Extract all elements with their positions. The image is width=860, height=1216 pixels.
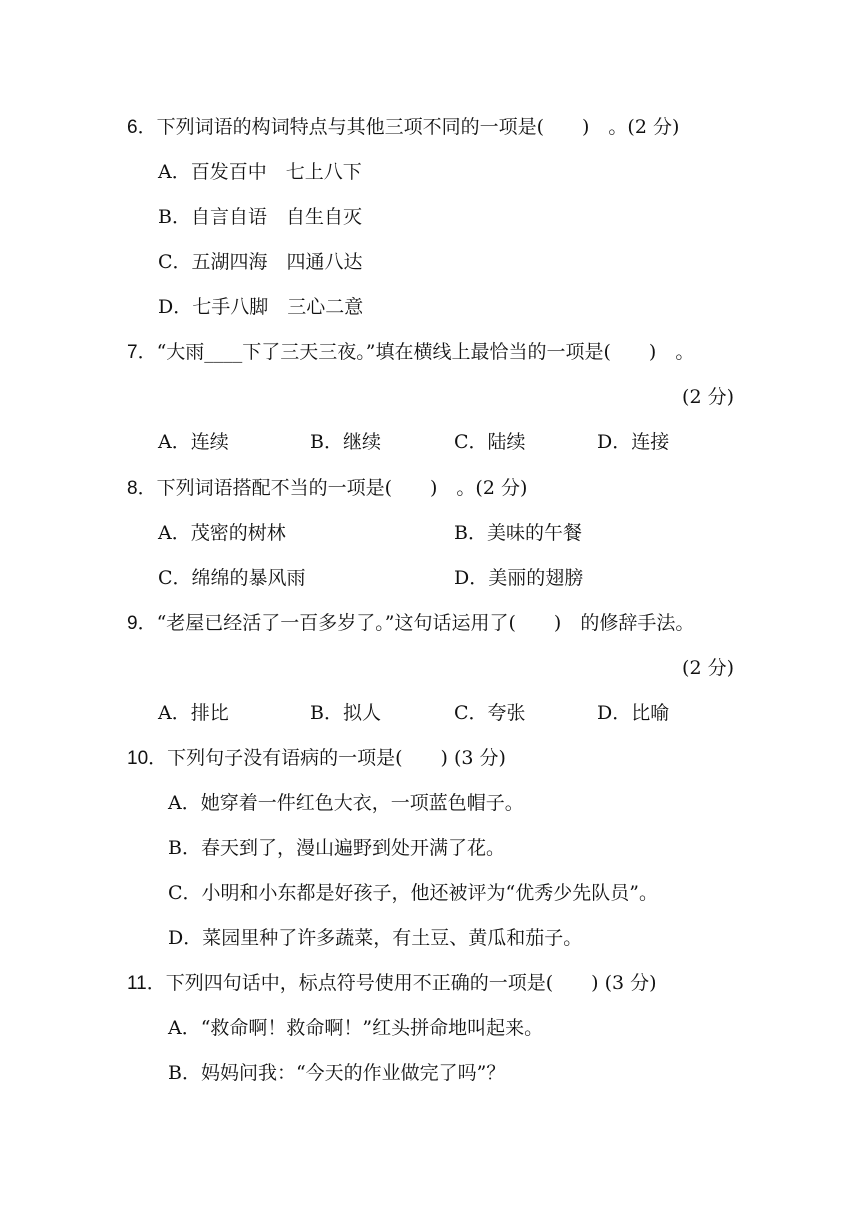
question-text: “大雨____下了三天三夜。”填在横线上最恰当的一项是( ) 。	[156, 341, 695, 363]
question-text: 下列四句话中，标点符号使用不正确的一项是( ) (3 分)	[165, 972, 657, 994]
question-text: 下列词语的构词特点与其他三项不同的一项是( ) 。(2 分)	[156, 116, 680, 138]
option-b: B．妈妈问我：“今天的作业做完了吗”？	[168, 1062, 506, 1084]
question-7-stem	[127, 340, 694, 365]
option-d: D．比喻	[597, 702, 670, 724]
question-10-stem	[127, 746, 506, 771]
option-a: A．百发百中 七上八下	[158, 161, 362, 183]
option-a: A．茂密的树林	[158, 522, 286, 544]
question-number: 10．	[127, 748, 168, 769]
option-a: A．连续	[158, 431, 229, 453]
option-d: D．美丽的翅膀	[454, 567, 584, 589]
option-d: D．七手八脚 三心二意	[158, 296, 364, 318]
question-8-stem	[127, 476, 527, 501]
question-6-stem	[127, 115, 679, 140]
option-b: B．美味的午餐	[454, 522, 582, 544]
question-score: (2 分)	[682, 657, 734, 679]
question-text: 下列句子没有语病的一项是( ) (3 分)	[167, 747, 506, 769]
option-a: A．“救命啊！救命啊！”红头拼命地叫起来。	[168, 1017, 544, 1039]
question-number: 6．	[127, 117, 157, 138]
option-c: C．夸张	[454, 702, 526, 724]
option-c: C．五湖四海 四通八达	[158, 251, 363, 273]
question-11-stem	[127, 971, 657, 996]
option-d: D．菜园里种了许多蔬菜，有土豆、黄瓜和茄子。	[168, 927, 583, 949]
option-b: B．继续	[310, 431, 381, 453]
question-text: 下列词语搭配不当的一项是( ) 。(2 分)	[156, 477, 528, 499]
option-a: A．排比	[158, 702, 229, 724]
question-score: (2 分)	[682, 386, 734, 408]
question-text: “老屋已经活了一百多岁了。”这句话运用了( ) 的修辞手法。	[156, 612, 695, 634]
question-number: 11．	[127, 973, 166, 994]
option-b: B．自言自语 自生自灭	[158, 206, 362, 228]
option-d: D．连接	[597, 431, 670, 453]
option-c: C．小明和小东都是好孩子，他还被评为“优秀少先队员”。	[168, 882, 658, 904]
question-number: 8．	[127, 478, 157, 499]
option-c: C．绵绵的暴风雨	[158, 567, 306, 589]
option-b: B．拟人	[310, 702, 381, 724]
option-c: C．陆续	[454, 431, 526, 453]
option-a: A．她穿着一件红色大衣，一项蓝色帽子。	[168, 792, 524, 814]
question-number: 7．	[127, 342, 157, 363]
question-number: 9．	[127, 613, 157, 634]
question-9-stem	[127, 611, 694, 636]
option-b: B．春天到了，漫山遍野到处开满了花。	[168, 837, 505, 859]
